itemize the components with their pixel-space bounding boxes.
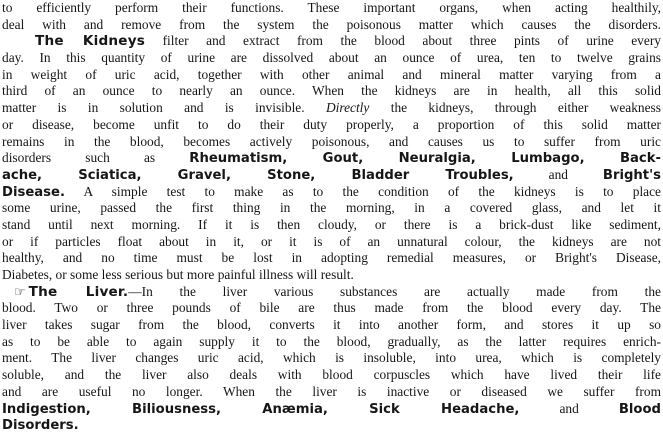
ailment-list: Rheumatism, Gout, Neuralgia, Lumbago, Back-: [189, 151, 661, 167]
text-line: [2, 184, 661, 201]
text-run: matter is in solution and is invisible.: [2, 100, 305, 116]
text-line: or if particles float about in it, or it is of an unnatural colour, the kidneys are not: [2, 233, 661, 249]
text-line: ment. The liver changes uric acid, which is insoluble, into urea, which is completely: [2, 350, 661, 366]
text-line: in weight of uric acid, together with other animal and mineral matter varying from a: [2, 66, 661, 82]
text-line: [2, 284, 661, 301]
text-line: [2, 33, 661, 50]
text-run: Directly: [325, 100, 370, 116]
ailment-list: Disorders.: [2, 418, 79, 434]
text-run: A simple test to make as to the condition of the kidneys is to place: [83, 183, 661, 199]
text-line: [2, 417, 661, 434]
ailment-list: Bright's: [602, 167, 661, 183]
text-line: remains in the blood, becomes actively poisonous, and causes us to suffer from uric: [2, 133, 661, 149]
text-line: some urine, passed the first thing in the morning, in a covered glass, and let it: [2, 200, 661, 216]
text-line: to efficiently perform their functions. These important organs, when acting healthily,: [2, 0, 661, 15]
kidneys-heading: The Kidneys: [35, 33, 146, 50]
text-line: [2, 167, 661, 184]
text-line: or disease, become unfit to do their duty properly, a proportion of this solid matter: [2, 116, 661, 132]
text-run: —: [128, 283, 142, 299]
text-run: the kidneys, through either weakness: [390, 100, 661, 116]
liver-heading: The Liver.: [28, 283, 129, 300]
ailment-list: Blood: [618, 401, 661, 417]
ailment-list: Disease.: [2, 184, 65, 200]
text-run: filter and extract from the blood about three pints of urine every: [162, 33, 661, 49]
text-line: deal with and remove from the system the poisonous matter which causes the disorders.: [2, 16, 661, 32]
ailment-list: Indigestion, Biliousness, Anæmia, Sick Headache,: [2, 401, 520, 417]
text-line: healthy, and no time must be lost in adopting remedial measures, or Bright's Disease,: [2, 250, 661, 266]
pointing-hand-icon: ☞: [14, 284, 26, 300]
text-line: liver takes sugar from the blood, converts it into another form, and stores it up so: [2, 317, 661, 333]
text-line: [2, 150, 661, 167]
text-line: stand until next morning. If it is then cloudy, or there is a brick-dust like sediment,: [2, 216, 661, 232]
text-line: blood. Two or three pounds of bile are thus made from the blood every day. The: [2, 300, 661, 316]
text-run: disorders such as: [2, 150, 156, 166]
text-run: In the liver various substances are actually made from the: [141, 283, 661, 299]
document-page: [2, 0, 661, 438]
text-line: [2, 401, 661, 418]
text-line: and are useful no longer. When the liver is inactive or diseased we suffer from: [2, 383, 661, 399]
text-line: as to be able to again supply it to the blood, gradually, as the latter requires enrich-: [2, 333, 661, 349]
ailment-list: ache, Sciatica, Gravel, Stone, Bladder Troubles,: [2, 167, 514, 183]
text-line: [2, 100, 661, 117]
text-run: and: [559, 400, 579, 416]
text-line: soluble, and the liver also deals with blood corpuscles which have lived their life: [2, 367, 661, 383]
text-line: Diabetes, or some less serious but more painful illness will result.: [2, 267, 354, 282]
text-run: and: [548, 166, 568, 182]
text-line: day. In this quantity of urine are dissolved about an ounce of urea, ten to twelve grains: [2, 50, 661, 66]
text-line: third of an ounce to nearly an ounce. When the kidneys are in health, all this solid: [2, 83, 661, 99]
